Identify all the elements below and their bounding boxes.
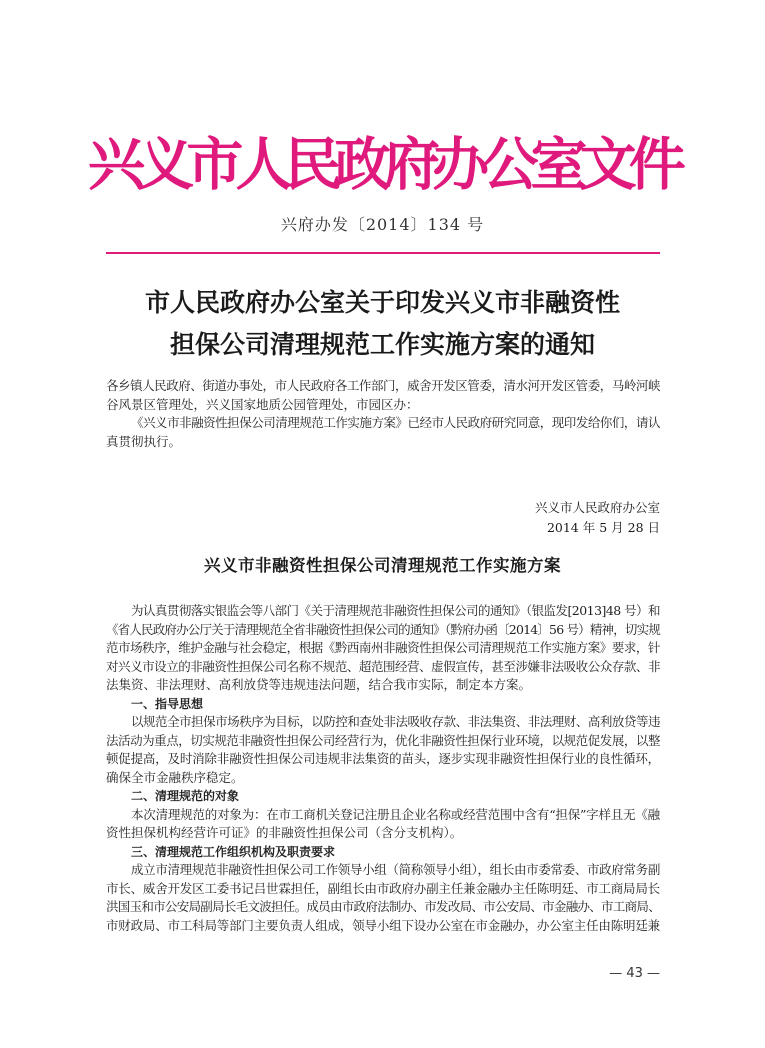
notice-title-line-1: 市人民政府办公室关于印发兴义市非融资性	[144, 288, 620, 317]
intro-line: 范市场秩序，维护金融与社会稳定，根据《黔西南州非融资性担保公司清理规范工作实施方案》要求，针	[106, 640, 660, 655]
masthead-title: 兴义市人民政府办公室文件	[88, 131, 678, 198]
section-3-line: 成立市清理规范非融资性担保公司工作领导小组（简称领导小组），组长由市委常委、市政府常务副	[131, 862, 660, 877]
issuer-name: 兴义市人民政府办公室	[534, 500, 660, 515]
red-divider-line	[106, 252, 660, 254]
signature-block	[480, 498, 660, 538]
section-1-line: 顿促提高，及时消除非融资性担保公司违规非法集资的苗头，逐步实现非融资性担保行业的良性循环，	[106, 751, 660, 766]
page-number: — 43 —	[609, 966, 660, 981]
addressee-line: 各乡镇人民政府、街道办事处，市人民政府各工作部门，威舍开发区管委，清水河开发区管委，马岭河峡	[106, 378, 660, 393]
section-heading-3: 三、清理规范工作组织机构及职责要求	[131, 844, 336, 859]
section-3-line: 市长、威舍开发区工委书记吕世霖担任，副组长由市政府办副主任兼金融办主任陈明廷、市工商局局长	[106, 880, 660, 896]
section-3-line: 洪国玉和市公安局副局长毛文波担任。成员由市政府法制办、市发改局、市公安局、市金融办、市工商局、	[106, 899, 660, 914]
plan-body	[106, 602, 660, 935]
notice-title	[0, 282, 765, 366]
section-2-line: 本次清理规范的对象为：在市工商机关登记注册且企业名称或经营范围中含有“担保”字样且无《融	[131, 806, 660, 822]
section-1-line: 以规范全市担保市场秩序为目标，以防控和查处非法吸收存款、非法集资、非法理财、高利放贷等违	[131, 714, 660, 729]
notice-title-line-2: 担保公司清理规范工作实施方案的通知	[169, 330, 595, 359]
notice-paragraph-line: 真贯彻执行。	[106, 433, 182, 449]
intro-line: 对兴义市设立的非融资性担保公司名称不规范、超范围经营、虚假宣传，甚至涉嫌非法吸收公众存款、非	[106, 658, 660, 674]
plan-title: 兴义市非融资性担保公司清理规范工作实施方案	[204, 556, 561, 575]
section-heading-1: 一、指导思想	[131, 696, 204, 711]
section-1-line: 法活动为重点，切实规范非融资性担保公司经营行为，优化非融资性担保行业环境，以规范促发展，以整	[106, 732, 660, 748]
document-number: 兴府办发〔2014〕134 号	[280, 215, 485, 234]
notice-body	[106, 377, 660, 451]
intro-line: 法集资、非法理财、高利放贷等违规违法问题，结合我市实际，制定本方案。	[106, 677, 532, 692]
addressee-line: 谷风景区管理处，兴义国家地质公园管理处，市园区办：	[106, 396, 419, 412]
intro-line: 《省人民政府办公厅关于清理规范全省非融资性担保公司的通知》（黔府办函〔2014〕56 号）精神，切实规	[106, 621, 660, 637]
intro-line: 为认真贯彻落实银监会等八部门《关于清理规范非融资性担保公司的通知》（银监发[2013]48 号）和	[131, 603, 660, 618]
section-heading-2: 二、清理规范的对象	[131, 789, 240, 803]
section-2-line: 资性担保机构经营许可证》的非融资性担保公司（含分支机构）。	[106, 825, 463, 840]
issue-date: 2014 年 5 月 28 日	[546, 520, 660, 535]
section-3-line: 市财政局、市工科局等部门主要负责人组成，领导小组下设办公室在市金融办，办公室主任由陈明廷兼	[106, 917, 660, 933]
section-1-line: 确保全市金融秩序稳定。	[106, 769, 244, 785]
notice-paragraph-line: 《兴义市非融资性担保公司清理规范工作实施方案》已经市人民政府研究同意，现印发给你们，请认	[131, 415, 660, 430]
